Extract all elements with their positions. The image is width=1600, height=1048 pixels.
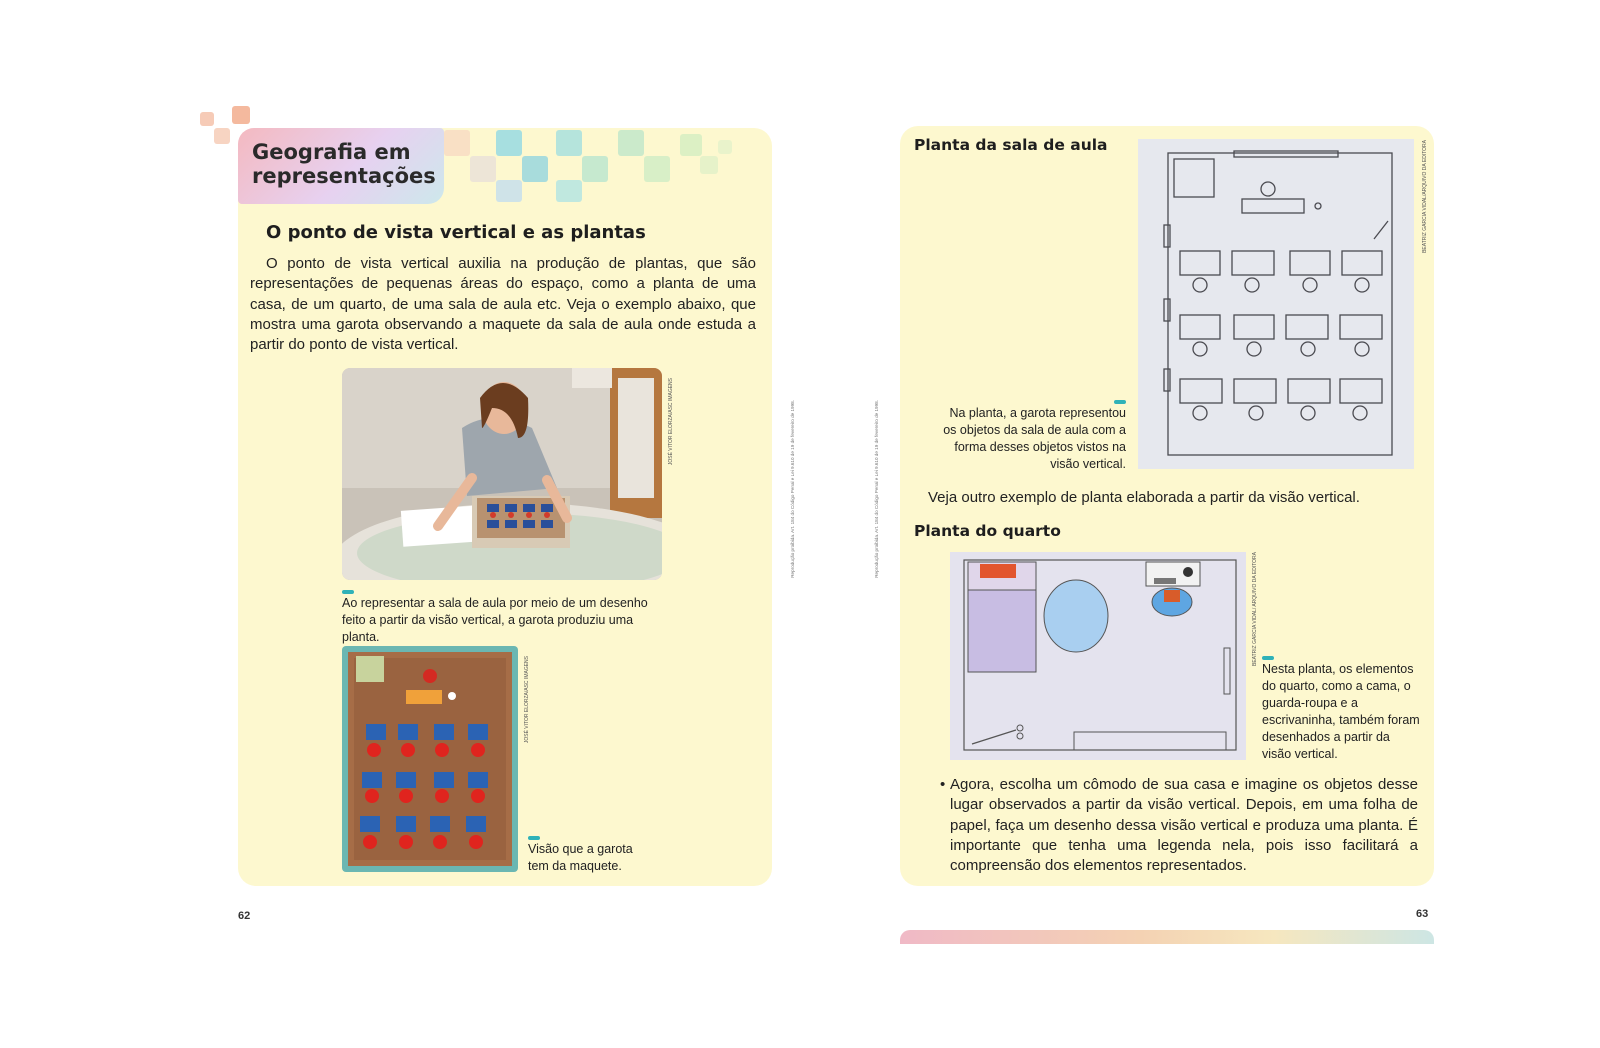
photo2-credit: JOSÉ VITOR ELORZA/ASC IMAGENS <box>524 656 530 744</box>
bedroom-plan-illustration <box>950 552 1246 760</box>
photo1-credit: JOSÉ VITOR ELORZA/ASC IMAGENS <box>668 378 674 466</box>
page-heading: O ponto de vista vertical e as plantas <box>266 222 646 243</box>
photo2-caption: Visão que a garota tem da maquete. <box>528 842 633 873</box>
heading-bedroom-plan: Planta do quarto <box>914 522 1061 540</box>
caption2-marker <box>528 836 540 840</box>
section-header <box>238 128 444 204</box>
photo-girl-drawing <box>342 368 662 580</box>
intro-second-plan: Veja outro exemplo de planta elaborada a partir da visão vertical. <box>928 489 1360 506</box>
page-number-left: 62 <box>238 910 251 922</box>
activity-bullet: • <box>940 776 946 793</box>
photo-girl-drawing-illustration <box>342 368 662 580</box>
photo1-caption: Ao representar a sala de aula por meio de um desenho feito a partir da visão vertical, a garota produziu uma planta. <box>342 596 648 644</box>
classroom-plan-illustration <box>1138 139 1414 469</box>
page-number-right: 63 <box>1416 908 1429 920</box>
bottom-decorative-band <box>900 930 1434 944</box>
heading-classroom-plan: Planta da sala de aula <box>914 136 1108 154</box>
photo-model-top-view <box>342 646 518 872</box>
plan1-credit: BEATRIZ GARCIA VIDAL/ARQUIVO DA EDITORA <box>1422 140 1428 253</box>
legal-note-right: Reprodução proibida. Art. 184 do Código Penal e Lei 9.610 de 19 de fevereiro de 1998. <box>874 400 879 578</box>
plan2-credit: BEATRIZ GARCIA VIDAL/ ARQUIVO DA EDITORA <box>1252 552 1258 667</box>
bedroom-plan-drawing <box>950 552 1246 760</box>
activity-text: Agora, escolha um cômodo de sua casa e imagine os objetos desse lugar observados a partir da visão vertical. Depois, em uma folha de papel, faça um desenho dessa visão vertical e produza uma planta. É importante que tenha uma legenda nela, pois isso facilitará a compreensão dos elementos representados. <box>950 776 1418 875</box>
caption1-marker <box>342 590 354 594</box>
section-header-title: Geografia em representações <box>252 140 436 188</box>
plan1-caption: Na planta, a garota representou os objetos da sala de aula com a forma desses objetos vistos na visão vertical. <box>943 406 1126 471</box>
plan2-caption: Nesta planta, os elementos do quarto, como a cama, o guarda-roupa e a escrivaninha, também foram desenhados a partir da visão vertical. <box>1262 662 1420 761</box>
caption4-marker <box>1262 656 1274 660</box>
legal-note-left: Reprodução proibida. Art. 184 do Código Penal e Lei 9.610 de 19 de fevereiro de 1998. <box>790 400 795 578</box>
photo-model-top-view-illustration <box>342 646 518 872</box>
classroom-plan-drawing <box>1138 139 1414 469</box>
intro-paragraph: O ponto de vista vertical auxilia na produção de plantas, que são representações de pequenas áreas do espaço, como a planta de uma casa, de um quarto, de uma sala de aula etc. Veja o exemplo abaixo, que mostra uma garota observando a maquete da sala de aula onde estuda a partir do ponto de vista vertical. <box>250 255 756 354</box>
caption3-marker <box>1114 400 1126 404</box>
